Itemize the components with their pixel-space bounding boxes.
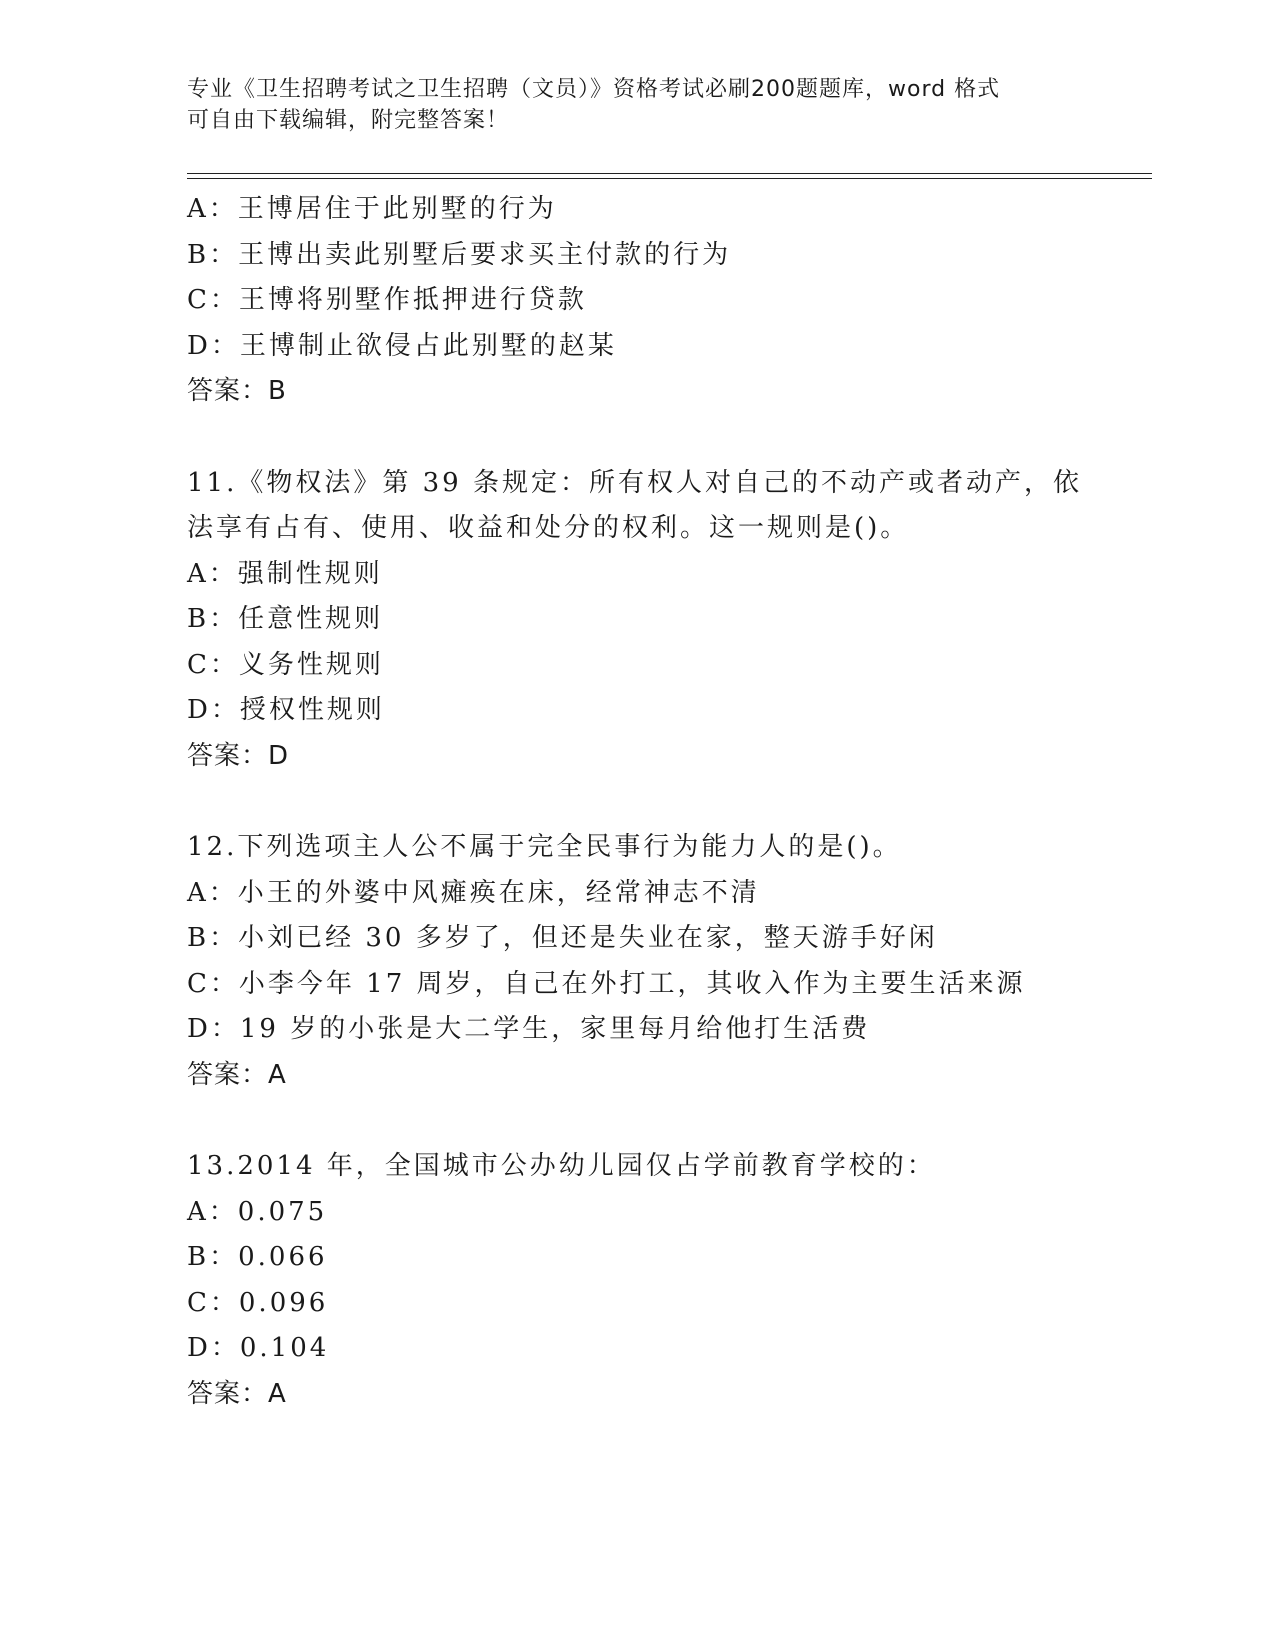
q10-option-c: C：王博将别墅作抵押进行贷款 [187,285,587,315]
q11-stem-line-1: 11.《物权法》第 39 条规定：所有权人对自己的不动产或者动产，依 [187,467,1082,498]
spacer [187,779,1087,825]
question-11 [187,461,1087,780]
question-13 [187,1144,1087,1417]
header-rule-bottom [187,178,1152,179]
q10-option-d: D：王博制止欲侵占此别墅的赵某 [187,330,617,361]
q13-stem: 13.2014 年，全国城市公办幼儿园仅占学前教育学校的： [187,1151,936,1181]
q10-answer: 答案：B [187,376,287,406]
q12-option-c: C：小李今年 17 周岁，自己在外打工，其收入作为主要生活来源 [187,968,1026,999]
q13-option-d: D：0.104 [187,1333,330,1363]
spacer [187,1098,1087,1144]
q10-option-b: B：王博出卖此别墅后要求买主付款的行为 [187,239,732,270]
header-rule-top [187,173,1152,174]
q11-answer: 答案：D [187,740,290,771]
header-line-1: 专业《卫生招聘考试之卫生招聘（文员）》资格考试必刷200题题库，word 格式 [187,77,1001,102]
q11-option-a: A：强制性规则 [187,558,383,589]
q12-option-b: B：小刘已经 30 多岁了，但还是失业在家，整天游手好闲 [187,923,938,953]
question-list [187,187,1087,1417]
document-header [187,74,1067,136]
q13-answer: 答案：A [187,1378,287,1409]
q11-stem-line-2: 法享有占有、使用、收益和处分的权利。这一规则是()。 [187,513,910,543]
spacer [187,415,1087,461]
q12-option-a: A：小王的外婆中风瘫痪在床，经常神志不清 [187,877,760,908]
q10-option-a: A：王博居住于此别墅的行为 [187,194,557,224]
q12-option-d: D：19 岁的小张是大二学生，家里每月给他打生活费 [187,1014,871,1044]
question-12 [187,825,1087,1098]
q13-option-b: B：0.066 [187,1242,328,1272]
question-10 [187,187,1087,415]
q13-option-c: C：0.096 [187,1287,329,1318]
q13-option-a: A：0.075 [187,1196,328,1227]
q12-answer: 答案：A [187,1059,287,1090]
q11-option-b: B：任意性规则 [187,604,384,634]
q11-option-c: C：义务性规则 [187,649,384,680]
q12-stem: 12.下列选项主人公不属于完全民事行为能力人的是()。 [187,832,902,862]
header-line-2: 可自由下载编辑，附完整答案！ [187,108,510,133]
q11-option-d: D：授权性规则 [187,695,385,725]
